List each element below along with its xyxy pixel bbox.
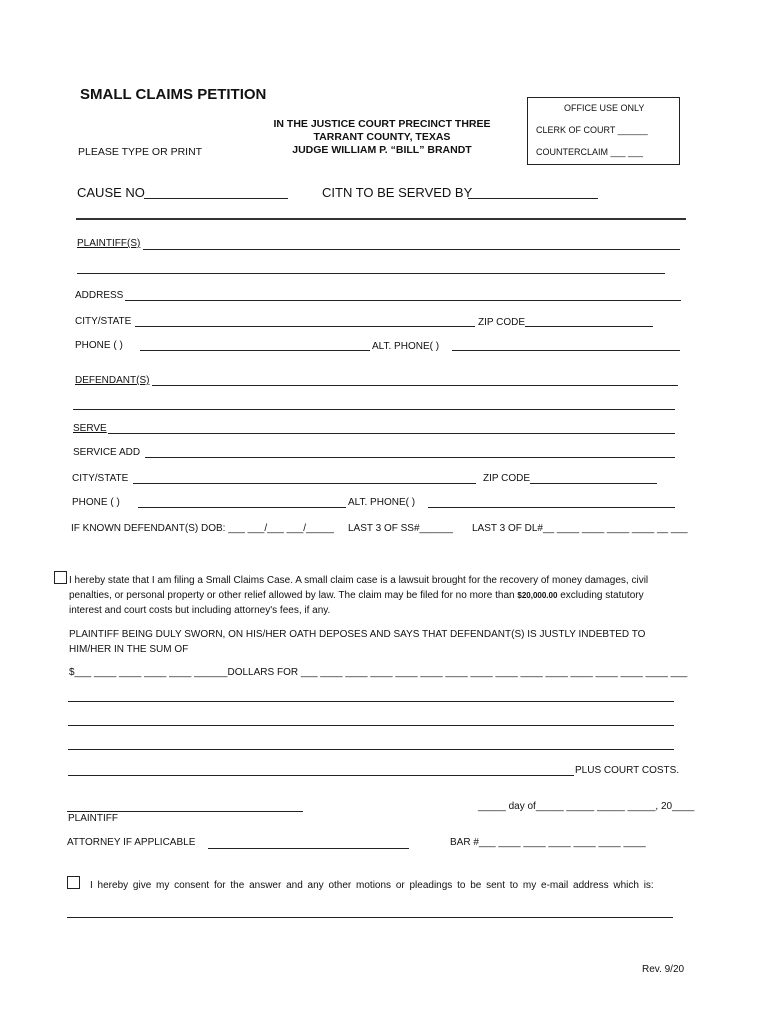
sworn-line-1: PLAINTIFF BEING DULY SWORN, ON HIS/HER OATH DEPOSES AND SAYS THAT DEFENDANT(S) IS JUSTLY INDEBTED TO [69,629,646,640]
court-info [262,118,502,157]
revision-label: Rev. 9/20 [642,964,685,975]
defendants-field[interactable] [152,385,678,386]
alt-phone-label: ALT. PHONE( ) [372,341,440,352]
claim-limit-amount: $20,000.00 [517,591,558,600]
defendants-label: DEFENDANT(S) [75,375,150,386]
dollars-for-field[interactable]: $___ ____ ____ ____ ____ ______DOLLARS FOR ___ ____ ____ ____ ____ ____ ____ ____ ____ ____ ____ ____ ____ ____ ____ ___ [69,667,688,678]
serve-field[interactable] [108,433,675,434]
defendant-dob-field[interactable]: IF KNOWN DEFENDANT(S) DOB: ___ ___/___ ___/_____ [71,523,334,534]
zip-code-field[interactable] [525,326,653,327]
address-label: ADDRESS [75,290,124,301]
statement-text [69,573,689,618]
phone-label-2: PHONE ( ) [72,497,120,508]
plaintiffs-label: PLAINTIFF(S) [77,238,141,249]
bar-number-field[interactable]: BAR #___ ____ ____ ____ ____ ____ ____ [450,837,646,848]
cause-no-field[interactable] [144,198,288,199]
zip-code-label-2: ZIP CODE [483,473,531,484]
city-state-field-2[interactable] [133,483,476,484]
city-state-label: CITY/STATE [75,316,132,327]
phone-label: PHONE ( ) [75,340,123,351]
citn-label: CITN TO BE SERVED BY [322,185,473,200]
claim-description-line-2[interactable] [68,725,674,726]
claim-description-line-1[interactable] [68,701,674,702]
statement-line-2b: excluding statutory [557,590,644,601]
office-use-heading: OFFICE USE ONLY [564,103,645,113]
plaintiffs-field-2[interactable] [77,273,665,274]
serve-label: SERVE [73,423,107,434]
claim-description-line-3[interactable] [68,749,674,750]
citn-field[interactable] [468,198,598,199]
address-field[interactable] [125,300,681,301]
alt-phone-field[interactable] [452,350,680,351]
attorney-label: ATTORNEY IF APPLICABLE [67,837,196,848]
email-consent-text: I hereby give my consent for the answer and any other motions or pleadings to be sent to my e-mail address which is: [90,880,654,891]
email-address-field[interactable] [67,917,673,918]
sworn-statement [69,627,709,657]
plus-court-costs-label: PLUS COURT COSTS. [575,765,680,776]
court-line-2: TARRANT COUNTY, TEXAS [313,131,451,143]
city-state-field[interactable] [135,326,475,327]
phone-field[interactable] [140,350,370,351]
city-state-label-2: CITY/STATE [72,473,129,484]
zip-code-field-2[interactable] [530,483,657,484]
service-address-label: SERVICE ADD [73,447,141,458]
alt-phone-label-2: ALT. PHONE( ) [348,497,416,508]
statement-line-2 [69,588,689,603]
day-of-field[interactable]: _____ day of_____ _____ _____ _____, 20____ [478,801,695,812]
statement-line-1: I hereby state that I am filing a Small Claims Case. A small claim case is a lawsuit brought for the recovery of money damages, civil [69,575,649,586]
defendants-field-2[interactable] [73,409,675,410]
court-line-1: IN THE JUSTICE COURT PRECINCT THREE [273,118,491,130]
counterclaim-field[interactable]: COUNTERCLAIM ___ ___ [536,147,644,157]
sworn-line-2: HIM/HER IN THE SUM OF [69,644,189,655]
statement-line-3: interest and court costs but including attorney's fees, if any. [69,605,331,616]
clerk-of-court-field[interactable]: CLERK OF COURT ______ [536,125,648,135]
small-claims-statement-checkbox[interactable] [54,571,67,584]
phone-field-2[interactable] [138,507,346,508]
instruction-text: PLEASE TYPE OR PRINT [78,146,203,158]
plaintiffs-field[interactable] [143,249,680,250]
service-address-field[interactable] [145,457,675,458]
zip-code-label: ZIP CODE [478,317,526,328]
statement-line-2a: penalties, or personal property or other relief allowed by law. The claim may be filed for no more than [69,590,518,601]
alt-phone-field-2[interactable] [428,507,675,508]
email-consent-checkbox[interactable] [67,876,80,889]
form-title: SMALL CLAIMS PETITION [80,86,267,103]
court-line-3: JUDGE WILLIAM P. “BILL” BRANDT [292,144,472,156]
header-divider [76,218,686,220]
office-use-box [527,97,680,165]
claim-description-line-4[interactable] [68,775,574,776]
last-3-ss-field[interactable]: LAST 3 OF SS#______ [348,523,453,534]
plaintiff-signature-label: PLAINTIFF [68,813,119,824]
plaintiff-signature-line[interactable] [67,811,303,812]
last-3-dl-field[interactable]: LAST 3 OF DL#__ ____ ____ ____ ____ __ ___ [472,523,688,534]
attorney-field[interactable] [208,848,409,849]
cause-no-label: CAUSE NO [77,185,145,200]
